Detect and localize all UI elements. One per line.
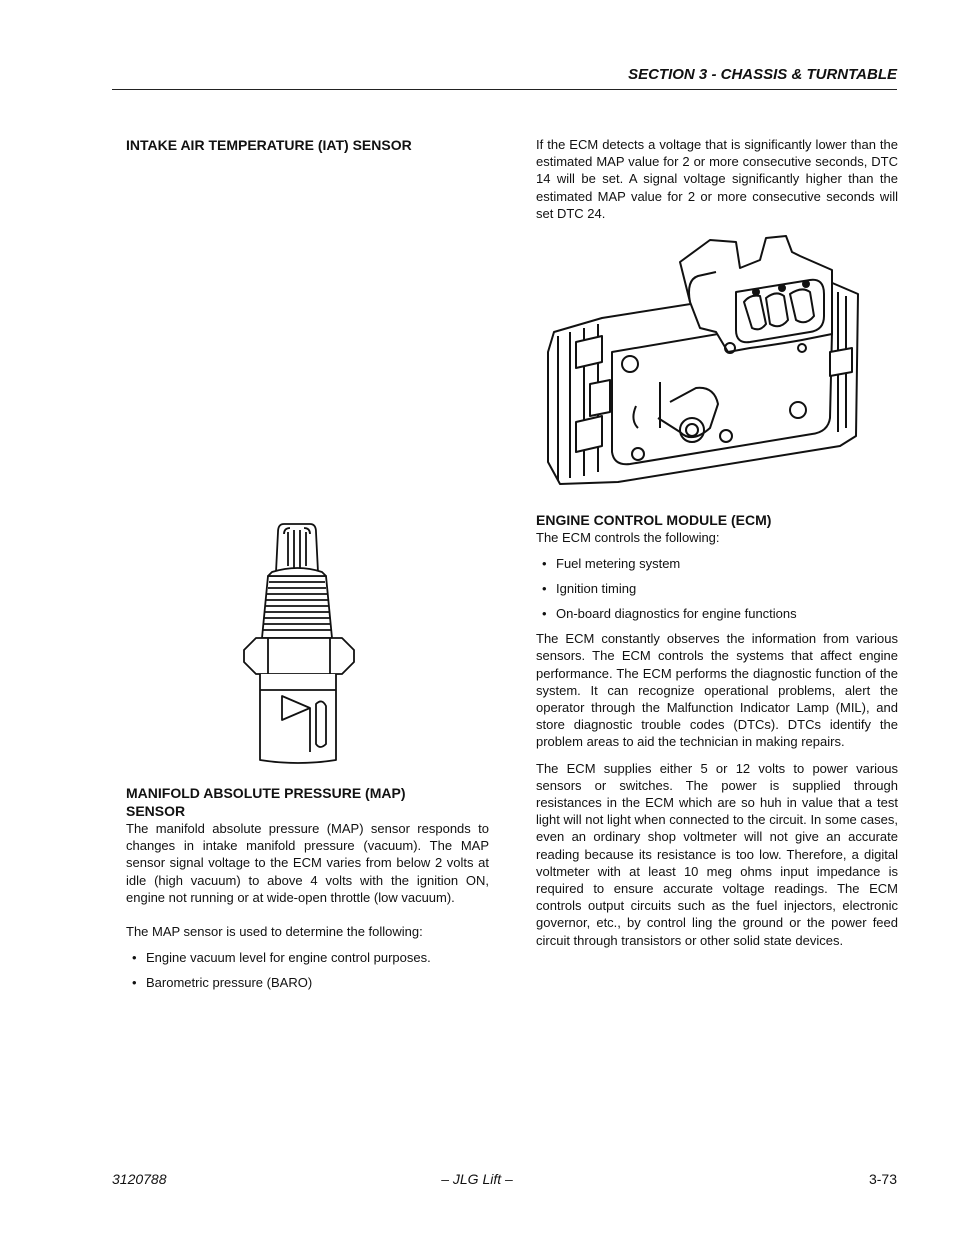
map-dtc-section [536,136,898,222]
map-dtc-paragraph: If the ECM detects a voltage that is significantly lower than the estimated MAP value for 2 or more consecutive seconds, DTC 14 will be set. A signal voltage significantly higher than the estimated MAP value for 2 or more consecutive seconds will set DTC 24. [536,137,898,221]
ecm-intro: The ECM controls the following: [536,530,720,545]
list-item: • Engine vacuum level for engine control purposes. [126,949,489,966]
footer-doc-number: 3120788 [112,1171,167,1187]
map-bullet-list [126,949,489,991]
ecm-heading: ENGINE CONTROL MODULE (ECM) [536,512,772,528]
iat-section [126,136,489,154]
iat-sensor-illustration [238,520,362,768]
map-heading-line2: SENSOR [126,803,186,819]
list-item: • On-board diagnostics for engine functions [536,605,898,622]
map-paragraph-2: The MAP sensor is used to determine the following: [126,924,423,940]
footer-page-number: 3-73 [868,1171,897,1187]
list-item: • Fuel metering system [536,555,898,572]
ecm-paragraph-2: The ECM supplies either 5 or 12 volts to power various sensors or switches. The power is supplied through resistances in the ECM which are so huh in value that a test light will not light when connected to the circuit. In some cases, even an ordinary shop voltmeter will not give an accurate reading because its resistance is too low. Therefore, a digital voltmeter with at least 10 meg ohms input impedance is required to ensure accurate voltage readings. The ECM controls output circuits such as the fuel injectors, electronic governor, etc., by control ling the ground or the power feed circuit through transistors or other solid state devices. [536,760,898,948]
footer-center: – JLG Lift – [441,1171,513,1187]
ecm-section [536,511,898,949]
ecm-paragraph-1: The ECM constantly observes the information from various sensors. The ECM controls the systems that affect engine performance. The ECM performs the diagnostic function of the system. It can recognize operational problems, alert the operator through the Malfunction Indicator Lamp (MIL), and store diagnostic trouble codes (DTCs). DTCs identify the problem areas to aid the technician in making repairs. [536,631,898,750]
header-rule [112,89,897,90]
map-sensor-illustration [540,232,872,490]
map-paragraph-1: The manifold absolute pressure (MAP) sensor responds to changes in intake manifold pressure (vacuum). The MAP sensor signal voltage to the ECM varies from below 2 volts at idle (high vacuum) to above 4 volts with the ignition ON, engine not running or at wide-open throttle (low vacuum). [126,821,489,905]
map-heading-line1: MANIFOLD ABSOLUTE PRESSURE (MAP) [126,785,406,801]
list-item: • Ignition timing [536,580,898,597]
ecm-bullet-list [536,555,898,622]
list-item: • Barometric pressure (BARO) [126,974,489,991]
iat-heading: INTAKE AIR TEMPERATURE (IAT) SENSOR [126,137,412,153]
section-title: SECTION 3 - CHASSIS & TURNTABLE [628,66,897,83]
map-section [126,784,489,991]
